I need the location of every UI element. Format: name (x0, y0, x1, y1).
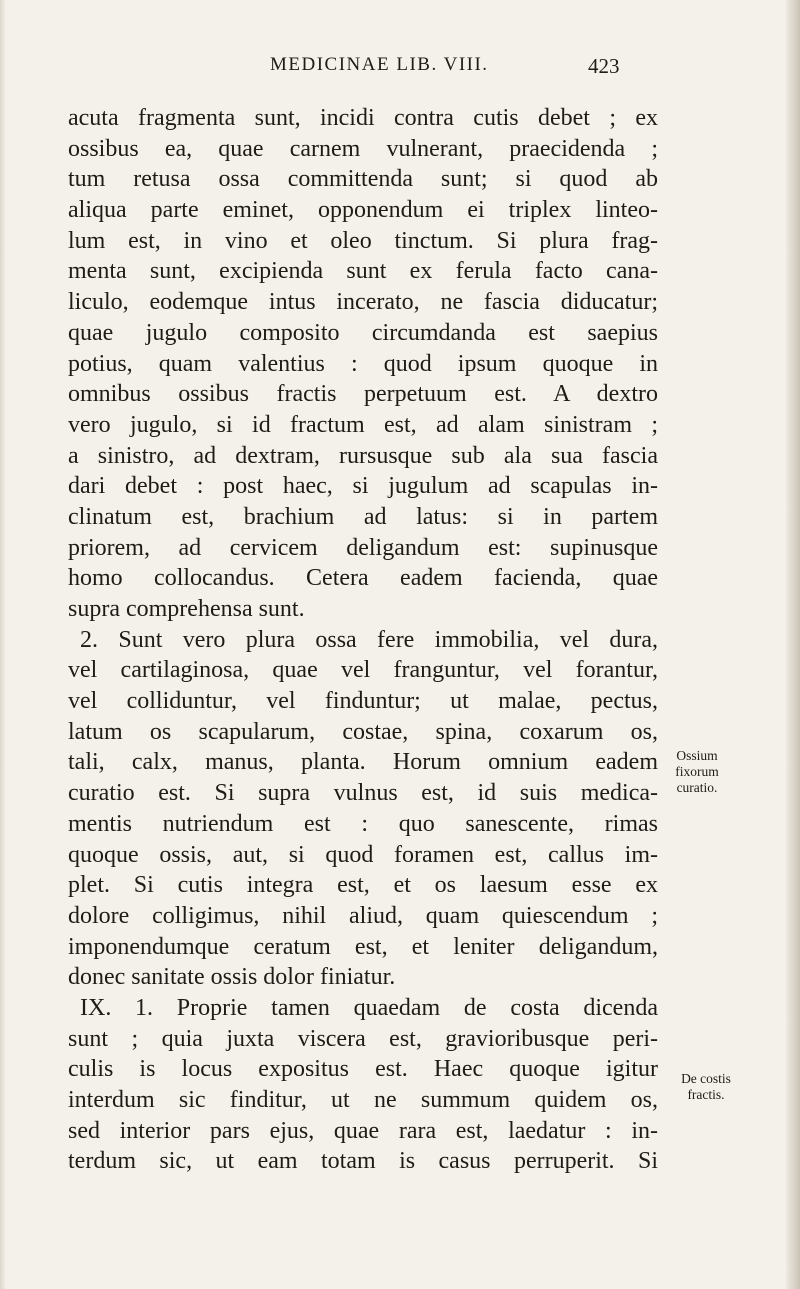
text-line: priorem, ad cervicem deligandum est: supinusque (68, 534, 658, 561)
text-line: latum os scapularum, costae, spina, coxarum os, (68, 718, 658, 745)
text-line: tali, calx, manus, planta. Horum omnium eadem (68, 749, 658, 776)
text-line: aliqua parte eminet, opponendum ei triplex linteo- (68, 197, 658, 224)
body-text (68, 103, 658, 1177)
text-line: sunt ; quia juxta viscera est, gravioribusque peri- (68, 1025, 658, 1052)
text-line: homo collocandus. Cetera eadem facienda, quae (68, 565, 658, 592)
page-number: 423 (588, 54, 620, 78)
text-line: ossibus ea, quae carnem vulnerant, praecidenda ; (68, 135, 658, 162)
running-title: MEDICINAE LIB. VIII. (270, 54, 489, 75)
margin-note-text: De costis fractis. (681, 1071, 731, 1102)
text-line: 2. Sunt vero plura ossa fere immobilia, vel dura, (80, 626, 658, 653)
text-line: a sinistro, ad dextram, rursusque sub ala sua fascia (68, 442, 658, 469)
text-line: acuta fragmenta sunt, incidi contra cutis debet ; ex (68, 105, 658, 131)
text-line: IX. 1. Proprie tamen quaedam de costa dicenda (80, 994, 658, 1021)
margin-note-ossium (662, 748, 792, 796)
text-line: quoque ossis, aut, si quod foramen est, callus im- (68, 841, 658, 868)
text-line: vel cartilaginosa, quae vel franguntur, vel forantur, (68, 657, 658, 684)
text-line: tum retusa ossa committenda sunt; si quod ab (68, 166, 658, 193)
text-line: potius, quam valentius : quod ipsum quoque in (68, 350, 658, 377)
running-head (0, 54, 800, 84)
margin-note-text: Ossium fixorum curatio. (675, 748, 719, 795)
text-line: dari debet : post haec, si jugulum ad scapulas in- (68, 473, 658, 500)
text-line: terdum sic, ut eam totam is casus perruperit. Si (68, 1148, 658, 1175)
text-line: sed interior pars ejus, quae rara est, laedatur : in- (68, 1117, 658, 1144)
text-line: culis is locus expositus est. Haec quoque igitur (68, 1056, 658, 1083)
text-line: clinatum est, brachium ad latus: si in partem (68, 503, 658, 530)
text-line: interdum sic finditur, ut ne summum quidem os, (68, 1087, 658, 1113)
text-line: liculo, eodemque intus incerato, ne fascia diducatur; (68, 289, 658, 316)
text-line: dolore colligimus, nihil aliud, quam quiescendum ; (68, 902, 658, 929)
paragraph-end-line: supra comprehensa sunt. (68, 596, 305, 622)
text-line: vel colliduntur, vel finduntur; ut malae, pectus, (68, 688, 658, 715)
text-line: mentis nutriendum est : quo sanescente, rimas (68, 810, 658, 837)
text-line: omnibus ossibus fractis perpetuum est. A dextro (68, 381, 658, 408)
text-line: imponendumque ceratum est, et leniter deligandum, (68, 933, 658, 960)
paragraph-end-line: donec sanitate ossis dolor finiatur. (68, 964, 396, 991)
text-line: lum est, in vino et oleo tinctum. Si plura frag- (68, 227, 658, 254)
text-line: plet. Si cutis integra est, et os laesum esse ex (68, 872, 658, 899)
text-line: menta sunt, excipienda sunt ex ferula facto cana- (68, 258, 658, 285)
page-left-edge (0, 0, 6, 1289)
text-line: quae jugulo composito circumdanda est saepius (68, 319, 658, 346)
text-line: vero jugulo, si id fractum est, ad alam sinistram ; (68, 411, 658, 438)
margin-note-costis (662, 1071, 792, 1103)
text-line: curatio est. Si supra vulnus est, id suis medica- (68, 780, 658, 807)
